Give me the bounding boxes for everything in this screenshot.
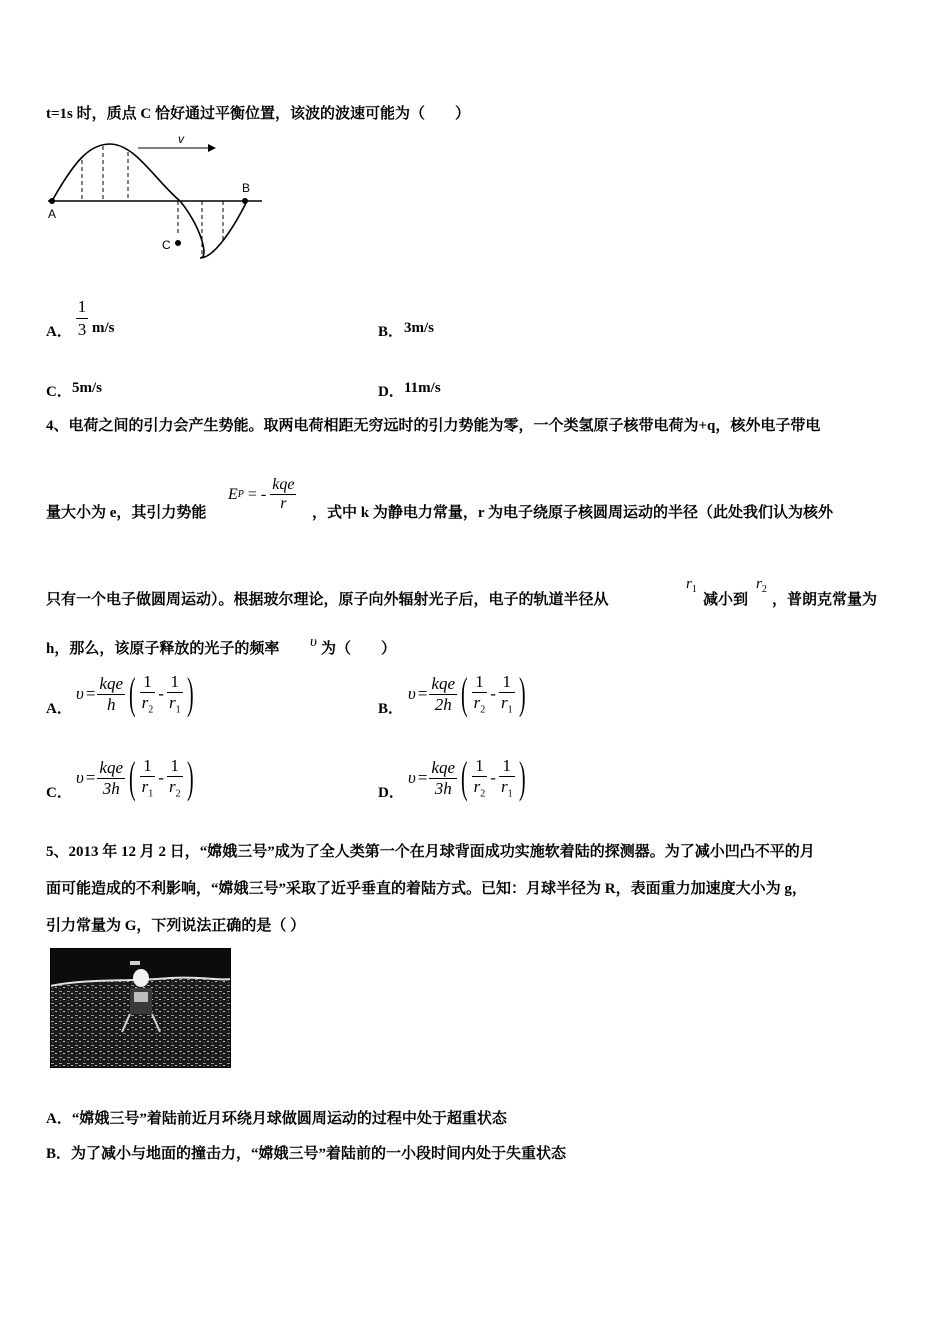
q4-b-den: 2h [429, 694, 457, 715]
wave-figure [40, 130, 270, 270]
q4-b-sub-2: 1 [507, 704, 513, 716]
q4-d-nu: υ [408, 768, 416, 787]
q4-d-sub-1: 2 [480, 788, 486, 800]
q4-c-nu: υ [76, 768, 84, 787]
q4-option-a-formula: υ = $\frac{\text{kqe}}{h}$ ( $\frac{1}{r_2}$ - $\frac{1}{r_1}$ ) [76, 669, 194, 718]
q4-d-minus: - [490, 768, 496, 787]
point-b-dot [242, 198, 248, 204]
q4-line3-a: 只有一个电子做圆周运动）。根据玻尔理论，原子向外辐射光子后，电子的轨道半径从 [46, 592, 609, 608]
q4-c-minus: - [158, 768, 164, 787]
q3-option-a-fraction [76, 296, 88, 341]
q4-option-d-formula: υ = $\frac{\text{kqe}}{3h}$ ( $\frac{1}{r_2}$ - $\frac{1}{r_1}$ ) [408, 753, 526, 802]
q4-b-r-2: r [500, 693, 508, 713]
q4-b-one-2: 1 [502, 672, 512, 692]
q4-line2-pre: 量大小为 e，其引力势能 [46, 505, 207, 521]
q4-a-r-1: r [141, 693, 149, 713]
q4-line1: 4、电荷之间的引力会产生势能。取两电荷相距无穷远时的引力势能为零，一个类氢原子核带电荷为+q，核外电子带电 [46, 418, 821, 434]
q4-d-eq: = [417, 768, 428, 787]
q4-b-one-1: 1 [475, 672, 484, 692]
q5-line3: 引力常量为 G，下列说法正确的是（ ） [46, 918, 306, 934]
q4-r2-sub: 2 [761, 584, 767, 595]
q3-option-c-text: 5m/s [72, 380, 102, 396]
q3-a-num: 1 [77, 297, 87, 316]
q4-d-r-1: r [473, 777, 481, 797]
q4-r1-sub: 1 [691, 584, 697, 595]
q4-d-one-2: 1 [502, 756, 512, 776]
q3-option-d-label: D． [378, 384, 404, 400]
q4-d-one-1: 1 [475, 756, 484, 776]
q4-ep-formula [228, 476, 296, 513]
point-a-dot [49, 198, 55, 204]
q4-a-num: kqe [99, 673, 123, 693]
q4-ep-eq: = - [247, 485, 267, 503]
q4-b-eq: = [417, 684, 428, 703]
q3-stem: t=1s 时，质点 C 恰好通过平衡位置，该波的波速可能为（ ） [46, 106, 470, 122]
q4-ep-den: r [270, 494, 296, 513]
q4-b-minus: - [490, 684, 496, 703]
q4-ep-sub: P [237, 489, 244, 500]
q4-b-r-1: r [473, 693, 481, 713]
q4-line3-c: ，普朗克常量为 [772, 592, 878, 608]
point-c-dot [175, 240, 181, 246]
q4-a-minus: - [158, 684, 164, 703]
q4-a-sub-2: 1 [175, 704, 181, 716]
q5-option-a: A．“嫦娥三号”着陆前近月环绕月球做圆周运动的过程中处于超重状态 [46, 1111, 507, 1127]
q4-a-one-1: 1 [143, 672, 152, 692]
q4-c-num: kqe [99, 757, 123, 777]
q4-ep-sym: E [228, 485, 238, 503]
q5-line1: 5、2013 年 12 月 2 日，“嫦娥三号”成为了全人类第一个在月球背面成功实施软着陆的探测器。为了减小凹凸不平的月 [46, 844, 815, 860]
q5-line2: 面可能造成的不利影响，“嫦娥三号”采取了近乎垂直的着陆方式。已知：月球半径为 R，表面重力加速度大小为 g， [46, 881, 807, 897]
q3-option-d-text: 11m/s [404, 380, 441, 396]
velocity-arrowhead [208, 144, 216, 152]
q3-option-b-label: B． [378, 324, 404, 340]
q4-d-r-2: r [500, 777, 508, 797]
q4-a-den: h [97, 694, 125, 715]
point-b-label: B [242, 181, 251, 195]
q4-d-den: 3h [429, 778, 457, 799]
q4-ep-num: kqe [272, 476, 295, 493]
q3-option-a-unit: m/s [92, 320, 115, 336]
q4-c-r-1: r [141, 777, 149, 797]
v-label: v [178, 132, 184, 146]
q4-c-r-2: r [168, 777, 176, 797]
q4-c-eq: = [85, 768, 96, 787]
q4-line4: h，那么，该原子释放的光子的频率 [46, 641, 280, 657]
q3-option-b-text: 3m/s [404, 320, 434, 336]
q4-ep-frac [270, 476, 296, 513]
q4-b-nu: υ [408, 684, 416, 703]
q4-a-nu: υ [76, 684, 84, 703]
q4-line4-end: 为（ ） [321, 641, 397, 657]
q4-d-sub-2: 1 [507, 788, 513, 800]
q4-b-sub-1: 2 [480, 704, 486, 716]
q4-c-one-2: 1 [170, 756, 180, 776]
q4-line2-post: ，式中 k 为静电力常量，r 为电子绕原子核圆周运动的半径（此处我们认为核外 [312, 505, 833, 521]
q4-c-sub-1: 1 [148, 788, 154, 800]
q4-option-a-label: A． [46, 701, 72, 717]
q3-a-den: 3 [77, 320, 87, 339]
q3-option-c-label: C． [46, 384, 72, 400]
point-c-label: C [162, 238, 171, 252]
lunar-lander-photo [50, 948, 231, 1068]
q3-option-a-label: A． [46, 324, 72, 340]
q4-b-num: kqe [431, 673, 455, 693]
q4-r1 [686, 576, 697, 595]
point-a-label: A [48, 207, 57, 221]
q4-c-one-1: 1 [143, 756, 152, 776]
q4-c-den: 3h [97, 778, 125, 799]
q4-r2 [756, 576, 767, 595]
q4-c-sub-2: 2 [175, 788, 181, 800]
q4-r2-sym: r [756, 576, 762, 592]
q4-d-num: kqe [431, 757, 455, 777]
q5-option-b: B．为了减小与地面的撞击力，“嫦娥三号”着陆前的一小段时间内处于失重状态 [46, 1146, 567, 1162]
q4-line3-b: 减小到 [703, 592, 749, 608]
q4-a-r-2: r [168, 693, 176, 713]
q4-option-c-label: C． [46, 785, 72, 801]
q4-a-one-2: 1 [170, 672, 180, 692]
q4-option-d-label: D． [378, 785, 404, 801]
q4-nu: υ [310, 634, 317, 650]
q4-option-b-formula: υ = $\frac{\text{kqe}}{2h}$ ( $\frac{1}{r_2}$ - $\frac{1}{r_1}$ ) [408, 669, 526, 718]
q4-r1-sym: r [686, 576, 692, 592]
q4-a-sub-1: 2 [148, 704, 154, 716]
q4-a-eq: = [85, 684, 96, 703]
q4-option-b-label: B． [378, 701, 404, 717]
q4-option-c-formula: υ = $\frac{\text{kqe}}{3h}$ ( $\frac{1}{r_1}$ - $\frac{1}{r_2}$ ) [76, 753, 194, 802]
